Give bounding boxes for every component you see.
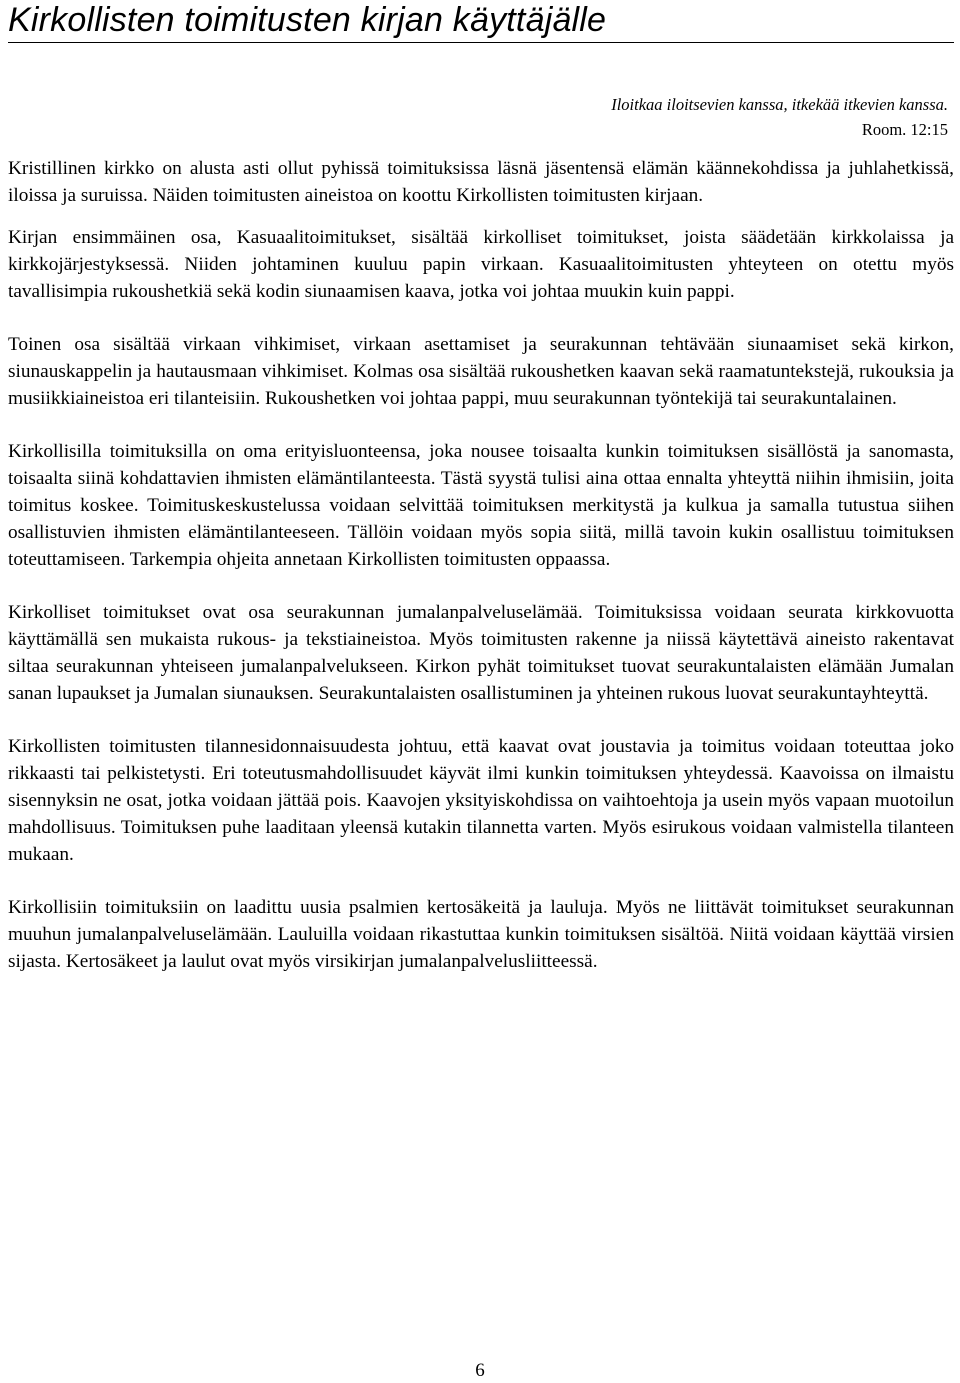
epigraph-quote: Iloitkaa iloitsevien kanssa, itkekää itkevien kanssa. (611, 95, 948, 114)
paragraph-6: Kirkollisten toimitusten tilannesidonnaisuudesta johtuu, että kaavat ovat joustavia ja toimitus voidaan toteuttaa joko rikkaasti tai pelkistetysti. Eri toteutusmahdollisuudet käyvät ilmi kunkin toimituksen yhteydessä. Kaavoissa on ilmaistu sisennyksin ne osat, jotka voidaan jättää pois. Kaavojen yksityiskohdissa on vaihtoehtoja ja usein myös vapaan muotoilun mahdollisuus. Toimituksen puhe laaditaan yleensä kutakin tilannetta varten. Myös esirukous voidaan valmistella tilanteen mukaan. (8, 736, 954, 865)
body-text (8, 155, 954, 975)
paragraph-2: Kirjan ensimmäinen osa, Kasuaalitoimitukset, sisältää kirkolliset toimitukset, joista säädetään kirkkolaissa ja kirkkojärjestyksessä. Niiden johtaminen kuuluu papin virkaan. Kasuaalitoimitusten yhteyteen on otettu myös tavallisimpia rukoushetkiä sekä kodin siunaamisen kaava, jotka voi johtaa muukin kuin pappi. (8, 227, 954, 302)
document-title: Kirkollisten toimitusten kirjan käyttäjälle (8, 0, 954, 43)
paragraph-7: Kirkollisiin toimituksiin on laadittu uusia psalmien kertosäkeitä ja lauluja. Myös ne liittävät toimitukset seurakunnan muuhun jumalanpalveluselämään. Lauluilla voidaan rikastuttaa kunkin toimituksen sisältöä. Niitä voidaan käyttää virsien sijasta. Kertosäkeet ja laulut ovat myös virsikirjan jumalanpalvelusliitteessä. (8, 897, 954, 972)
paragraph-1: Kristillinen kirkko on alusta asti ollut pyhissä toimituksissa läsnä jäsentensä elämän käännekohdissa ja juhlahetkissä, iloissa ja suruissa. Näiden toimitusten aineistoa on koottu Kirkollisten toimitusten kirjaan. (8, 158, 954, 206)
paragraph-3: Toinen osa sisältää virkaan vihkimiset, virkaan asettamiset ja seurakunnan tehtävään siunaamiset sekä kirkon, siunauskappelin ja hautausmaan vihkimiset. Kolmas osa sisältää rukoushetken kaavan sekä raamatuntekstejä, rukouksia ja musiikkiaineistoa eri tilanteisiin. Rukoushetken voi johtaa pappi, muu seurakunnan työntekijä tai seurakuntalainen. (8, 334, 954, 409)
page-number: 6 (475, 1360, 485, 1381)
paragraph-4: Kirkollisilla toimituksilla on oma erityisluonteensa, joka nousee toisaalta kunkin toimituksen sisällöstä ja sanomasta, toisaalta siinä kohdattavien ihmisten elämäntilanteesta. Tästä syystä tulisi aina ottaa ennalta yhteyttä niihin ihmisiin, joita toimitus koskee. Toimituskeskustelussa voidaan selvittää toimituksen merkitystä ja kulkua ja samalla tutustua siihen osallistuvien ihmisten elämäntilanteeseen. Tällöin voidaan myös sopia siitä, millä tavoin kukin osallistuu toimituksen toteuttamiseen. Tarkempia ohjeita annetaan Kirkollisten toimitusten oppaassa. (8, 441, 954, 570)
document-page (8, 0, 954, 1001)
epigraph (8, 92, 954, 142)
epigraph-reference: Room. 12:15 (861, 120, 948, 139)
paragraph-5: Kirkolliset toimitukset ovat osa seurakunnan jumalanpalveluselämää. Toimituksissa voidaan seurata kirkkovuotta käyttämällä sen mukaista rukous- ja tekstiaineistoa. Myös toimitusten rakenne ja niissä käytettävä aineisto rakentavat siltaa seurakunnan yhteiseen jumalanpalvelukseen. Kirkon pyhät toimitukset tuovat seurakuntalaisten elämään Jumalan sanan lupaukset ja Jumalan siunauksen. Seurakuntalaisten osallistuminen ja yhteinen rukous luovat seurakuntayhteyttä. (8, 602, 954, 704)
